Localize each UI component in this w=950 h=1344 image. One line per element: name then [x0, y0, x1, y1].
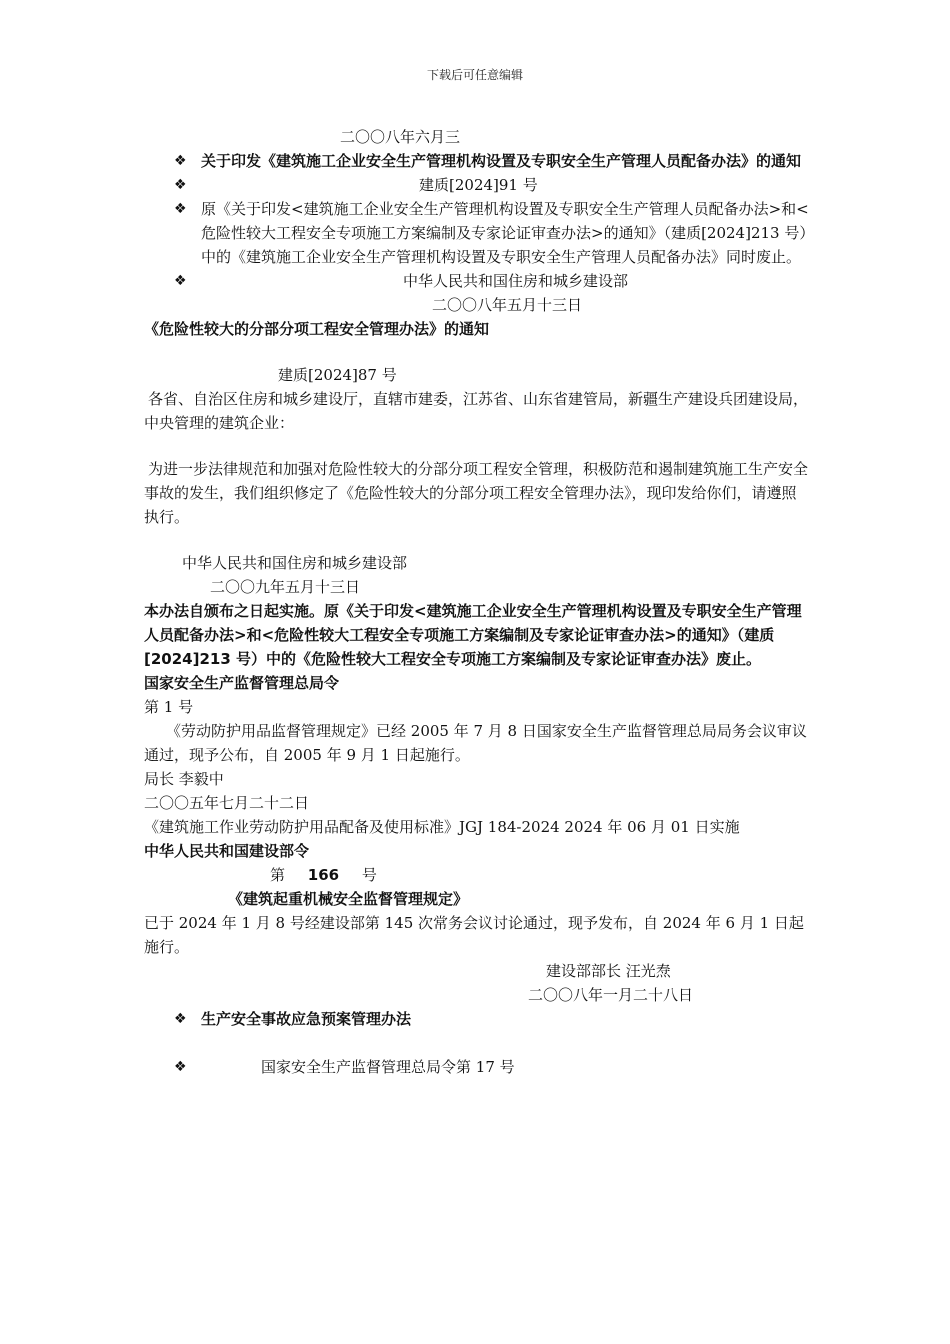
bullet-item [144, 197, 809, 269]
paragraph: 已于 2024 年 1 月 8 号经建设部第 145 次常务会议讨论通过，现予发布，自 2024 年 6 月 1 日起施行。 [144, 914, 804, 956]
bullet-item [144, 1055, 809, 1079]
section-title: 中华人民共和国建设部令 [144, 842, 310, 860]
spacer [144, 341, 809, 363]
order-number: 国家安全生产监督管理总局令第 17 号 [261, 1058, 515, 1076]
document-number: 建质[2024]87 号 [278, 366, 397, 384]
bullet-icon: ❖ [174, 177, 187, 193]
standard-reference: 《建筑施工作业劳动防护用品配备及使用标准》JGJ 184-2024 2024 年 06 月 01 日实施 [144, 818, 740, 836]
spacer [144, 1031, 809, 1055]
paragraph: 《劳动防护用品监督管理规定》已经 2005 年 7 月 8 日国家安全生产监督管理总局局务会议审议通过，现予公布，自 2005 年 9 月 1 日起施行。 [144, 722, 807, 764]
bullet-icon: ❖ [174, 153, 187, 169]
order-prefix: 第 [270, 866, 286, 884]
spacer [144, 435, 809, 457]
bullet-icon: ❖ [174, 273, 187, 289]
document-number: 建质[2024]91 号 [419, 176, 538, 194]
date-line: 二〇〇八年一月二十八日 [528, 986, 694, 1004]
page-header: 下载后可任意编辑 [426, 68, 523, 82]
spacer [144, 529, 809, 551]
paragraph: 本办法自颁布之日起实施。原《关于印发<建筑施工企业安全生产管理机构设置及专职安全生产管理人员配备办法>和<危险性较大工程安全专项施工方案编制及专家论证审查办法>的通知》（建质[2024]213 号）中的《危险性较大工程安全专项施工方案编制及专家论证审查办法》废止。 [144, 602, 802, 668]
regulation-title: 《建筑起重机械安全监督管理规定》 [228, 890, 469, 908]
notice-title: 《危险性较大的分部分项工程安全管理办法》的通知 [144, 320, 490, 338]
paragraph: 原《关于印发<建筑施工企业安全生产管理机构设置及专职安全生产管理人员配备办法>和<危险性较大工程安全专项施工方案编制及专家论证审查办法>的通知》（建质[2024]213 号）中的《建筑施工企业安全生产管理机构设置及专职安全生产管理人员配备办法》同时废止。 [201, 200, 809, 266]
bullet-icon: ❖ [174, 1011, 187, 1027]
bullet-item [144, 149, 809, 173]
paragraph: 为进一步法律规范和加强对危险性较大的分部分项工程安全管理，积极防范和遏制建筑施工生产安全事故的发生，我们组织修定了《危险性较大的分部分项工程安全管理办法》，现印发给你们，请遵照执行。 [144, 460, 809, 526]
signatory: 建设部部长 汪光焘 [546, 962, 671, 980]
date-line: 二〇〇九年五月十三日 [210, 578, 361, 596]
bullet-item [144, 269, 809, 293]
section-title: 国家安全生产监督管理总局令 [144, 674, 340, 692]
order-number: 第 1 号 [144, 698, 194, 716]
bullet-item [144, 1007, 809, 1031]
addressee: 各省、自治区住房和城乡建设厅，直辖市建委，江苏省、山东省建管局，新疆生产建设兵团建设局，中央管理的建筑企业： [144, 390, 809, 432]
order-suffix: 号 [361, 866, 377, 884]
bullet-icon: ❖ [174, 201, 187, 217]
date-line: 二〇〇五年七月二十二日 [144, 794, 310, 812]
issuer: 中华人民共和国住房和城乡建设部 [182, 554, 408, 572]
date-line: 二〇〇八年五月十三日 [432, 296, 583, 314]
signatory: 局长 李毅中 [144, 770, 224, 788]
order-value: 166 [307, 866, 340, 884]
notice-title: 关于印发《建筑施工企业安全生产管理机构设置及专职安全生产管理人员配备办法》的通知 [201, 152, 802, 170]
document-body [144, 125, 809, 1079]
date-line: 二〇〇八年六月三 [340, 128, 461, 146]
bullet-icon: ❖ [174, 1059, 187, 1075]
order-number [144, 863, 809, 887]
bullet-item [144, 173, 809, 197]
section-title: 生产安全事故应急预案管理办法 [201, 1010, 412, 1028]
issuer: 中华人民共和国住房和城乡建设部 [403, 272, 629, 290]
